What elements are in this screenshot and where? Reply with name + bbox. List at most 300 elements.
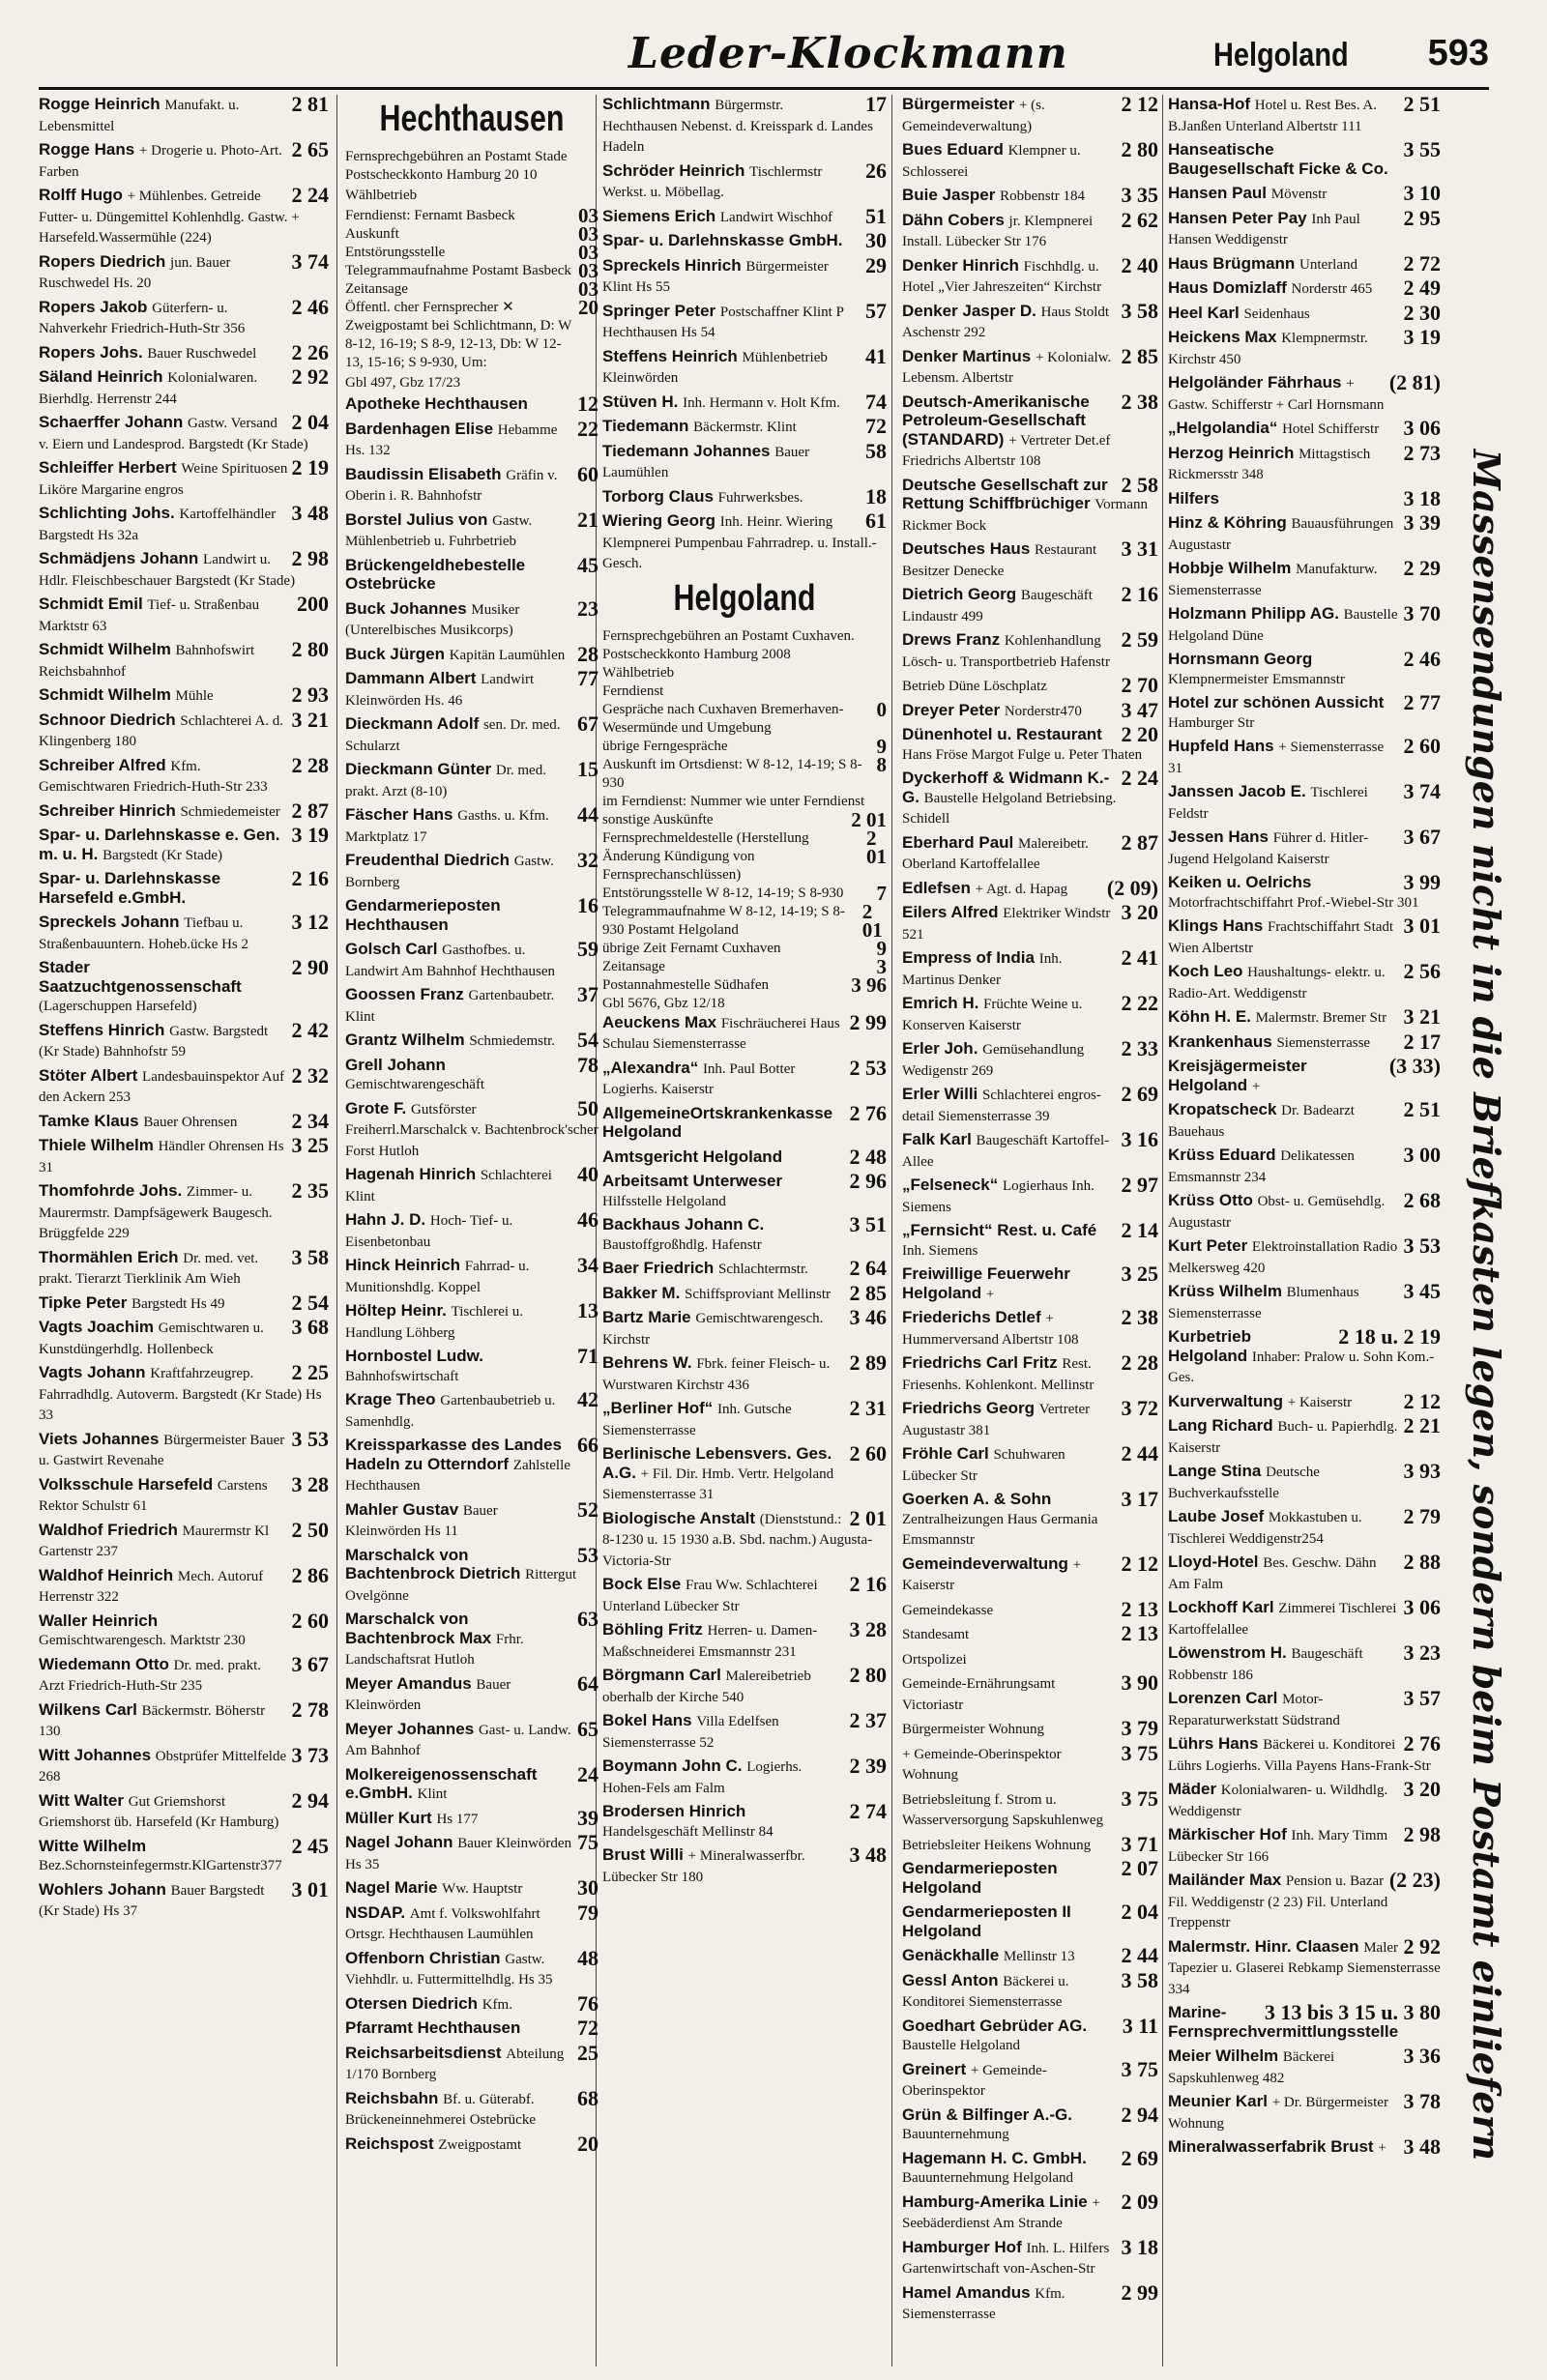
entry-details: sen. Dr. med. Schularzt [345, 717, 561, 754]
entry-name: Fäscher Hans [345, 805, 458, 824]
entry-details: Bez.Schornsteinfegermstr.KlGartenstr377 [39, 1858, 282, 1873]
entry-details: Bäckermstr. Klint [693, 420, 797, 435]
phone-number: 21 [577, 507, 598, 532]
phone-number: 2 22 [1121, 991, 1158, 1015]
directory-entry [39, 1697, 329, 1742]
entry-details: Bauer Ohrensen [143, 1114, 238, 1130]
directory-entry [902, 1396, 1158, 1440]
phone-number: 3 10 [1403, 181, 1441, 205]
directory-entry [902, 900, 1158, 944]
intro-line: im Ferndienst: Nummer wie unter Ferndienst [602, 793, 865, 809]
directory-entry [902, 472, 1158, 537]
entry-name: Keiken u. Oelrichs [1168, 873, 1312, 891]
directory-entry [345, 1253, 598, 1297]
phone-number: 3 70 [1403, 601, 1441, 625]
phone-number: 2 94 [1121, 2102, 1158, 2127]
intro-line: übrige Ferngespräche 9 [602, 734, 887, 758]
entry-name: Hanseatische Baugesellschaft Ficke & Co. [1168, 140, 1388, 178]
phone-number: 2 80 [291, 637, 329, 661]
entry-details: Gemischtwarengesch. Kirchstr [602, 1311, 824, 1348]
phone-number: 32 [577, 848, 598, 872]
entry-name: Hamburger Hof [902, 2237, 1027, 2256]
phone-number: 2 93 [291, 682, 329, 707]
entry-details: Elektroinstallation Radio Melkersweg 420 [1168, 1239, 1398, 1276]
entry-details: Bauer Ruschwedel [147, 345, 257, 362]
column-5 [1168, 95, 1441, 2366]
entry-details: Landesbauinspektor Auf den Ackern 253 [39, 1068, 285, 1105]
service-label: Ferndienst: Fernamt Basbeck [345, 208, 515, 223]
phone-number: 3 25 [291, 1133, 329, 1157]
entry-details: Fischhdlg. u. Hotel „Vier Jahreszeiten“ Kirchstr [902, 258, 1102, 295]
directory-entry [902, 673, 1158, 697]
entry-details: Tischlerei Feldstr [1168, 785, 1368, 822]
entry-name: Baer Friedrich [602, 1259, 718, 1277]
directory-entry [1168, 1097, 1441, 1142]
public-phone-info: Öffentl. cher Fernsprecher ✕ Zweigpostamt bei Schlichtmann, D: W 8-12, 16-19; S 8-9, 12-13, Db: W 12-13, 15-16; S 9-930, Um: 20 [345, 296, 598, 370]
directory-entry [39, 546, 329, 591]
directory-entry [39, 1062, 329, 1108]
entry-details: Mokkastuben u. Tischlerei Weddigenstr254 [1168, 1510, 1362, 1547]
directory-entry [902, 1175, 1158, 1217]
directory-entry [1168, 1640, 1441, 1685]
entry-name: Gemeindeverwaltung [902, 1553, 1073, 1573]
entry-details: Mühle [175, 688, 214, 704]
directory-entry [1168, 2089, 1441, 2133]
entry-name: Schnoor Diedrich [39, 710, 181, 729]
directory-entry [1168, 1236, 1441, 1278]
entry-details: Mittagstisch Rickmersstr 348 [1168, 446, 1371, 482]
directory-entry [902, 1350, 1158, 1395]
phone-number: 2 70 [1121, 673, 1158, 697]
directory-entry [39, 410, 329, 454]
entry-details: Norderstr470 [1004, 703, 1082, 719]
entry-name: „Felseneck“ [902, 1175, 1003, 1194]
entry-details: Zentralheizungen Haus Germania Emsmannstr [902, 1511, 1098, 1548]
entry-name: Grantz Wilhelm [345, 1030, 470, 1049]
entry-details: Abteilung 1/170 Bornberg [345, 2046, 565, 2082]
phone-number: 2 37 [849, 1708, 887, 1732]
directory-entry [902, 1670, 1158, 1715]
directory-entry [902, 1305, 1158, 1350]
entry-name: Tipke Peter [39, 1292, 132, 1312]
phone-number: 71 [577, 1344, 598, 1368]
directory-entry [345, 1900, 598, 1945]
entry-details: + Kaiserstr [1287, 1394, 1353, 1410]
entry-name: Löwenstrom H. [1168, 1643, 1292, 1662]
entry-name: Pfarramt Hechthausen [345, 2018, 521, 2037]
entry-details: Deutsche Buchverkaufsstelle [1168, 1465, 1320, 1501]
entry-details: Dr. Badearzt Bauehaus [1168, 1103, 1355, 1140]
phone-number: 24 [577, 1761, 598, 1786]
directory-entry [602, 1708, 887, 1753]
phone-number: 2 51 [1403, 1097, 1441, 1121]
directory-entry [39, 1471, 329, 1517]
directory-entry [345, 802, 598, 847]
entry-details: Schlachtermstr. [718, 1262, 808, 1277]
entry-details: Maler Tapezier u. Glaserei Rebkamp Siemensterrasse 334 [1168, 1939, 1441, 1997]
entry-details: + Drogerie u. Photo-Art. Farben [39, 143, 282, 180]
entry-details: Bauer Kleinwörden Hs 35 [345, 1836, 572, 1872]
phone-number: 3 19 [291, 823, 329, 847]
phone-number: 3 20 [1121, 900, 1158, 924]
entry-name: Marine-Fernsprechvermittlungsstelle [1168, 2003, 1399, 2041]
entry-name: Märkischer Hof [1168, 1825, 1292, 1843]
entry-name: Spar- u. Darlehnskasse GmbH. [602, 231, 843, 249]
entry-details: Fbrk. feiner Fleisch- u. Wurstwaren Kirchstr 436 [602, 1356, 831, 1393]
directory-entry [345, 1761, 598, 1805]
entry-details: Gräfin v. Oberin i. R. Bahnhofstr [345, 467, 558, 504]
directory-entry [902, 697, 1158, 722]
entry-details: Robbenstr 184 [1000, 189, 1086, 204]
directory-entry [345, 1344, 598, 1386]
phone-number: 46 [577, 1207, 598, 1232]
entry-details: Obstprüfer Mittelfelde 268 [39, 1748, 287, 1785]
entry-details: Inh. L. Hilfers Gartenwirtschaft von-Aschen-Str [902, 2240, 1110, 2277]
directory-entry [1168, 205, 1441, 250]
directory-entry [602, 1756, 887, 1798]
entry-name: Krankenhaus [1168, 1031, 1277, 1051]
directory-entry [902, 627, 1158, 672]
directory-entry [602, 95, 887, 158]
entry-details: Weine Spirituosen Liköre Margarine engros [39, 461, 288, 498]
intro-line: Gespräche nach Cuxhaven Bremerhaven-Wesermünde und Umgebung 0 [602, 697, 887, 736]
entry-details: Hs 177 [436, 1811, 479, 1827]
entry-name: AllgemeineOrtskrankenkasse Helgoland [602, 1103, 833, 1141]
entry-details: + [1378, 2140, 1386, 2156]
entry-details: Schmiedemstr. [469, 1033, 556, 1049]
entry-details: Malermstr. Bremer Str [1255, 1010, 1387, 1026]
phone-number: 2 09 [1121, 2189, 1158, 2214]
entry-name: Bock Else [602, 1575, 686, 1593]
directory-entry [39, 592, 329, 636]
entry-details: Baustelle Helgoland Betriebsing. Schidell [902, 790, 1117, 827]
entry-details: Klempner u. Schlosserei [902, 143, 1081, 180]
directory-entry [1168, 137, 1441, 180]
entry-name: Wiedemann Otto [39, 1654, 174, 1673]
phone-number: 2 34 [291, 1108, 329, 1133]
phone-number: 3 28 [849, 1617, 887, 1641]
directory-entry [345, 1095, 598, 1162]
entry-name: Krüss Otto [1168, 1191, 1258, 1209]
phone-number: 2 92 [1403, 1933, 1441, 1959]
entry-name: Brodersen Hinrich [602, 1802, 746, 1820]
directory-entry [902, 1621, 1158, 1645]
entry-details: Klint [417, 1786, 448, 1802]
phone-number: 2 88 [1403, 1550, 1441, 1574]
entry-details: Blumenhaus Siemensterrasse [1168, 1285, 1359, 1321]
directory-entry [39, 294, 329, 339]
directory-entry [345, 1990, 598, 2016]
entry-details: Seidenhaus [1243, 305, 1310, 322]
phone-number: 2 38 [1121, 1305, 1158, 1329]
phone-number: 3 79 [1121, 1716, 1158, 1740]
entry-details: + Kaiserstr [902, 1556, 1082, 1593]
entry-name: Kropatscheck [1168, 1100, 1282, 1118]
entry-name: Volksschule Harsefeld [39, 1474, 218, 1494]
entry-details: Bauunternehmung [902, 2127, 1009, 2142]
entry-name: Goerken A. & Sohn [902, 1490, 1052, 1508]
entry-name: Berlinische Lebensvers. Ges. A.G. [602, 1444, 832, 1482]
entry-name: Helgoländer Fährhaus [1168, 373, 1347, 392]
entry-name: Witt Johannes [39, 1745, 156, 1764]
phone-number: 2 87 [291, 798, 329, 823]
entry-name: Marschalck von Bachtenbrock Dietrich [345, 1545, 526, 1582]
entry-name: Hansa-Hof [1168, 95, 1255, 113]
entry-details: Haushaltungs- elektr. u. Radio-Art. Weddigenstr [1168, 965, 1386, 1001]
entry-name: Backhaus Johann C. [602, 1215, 765, 1234]
phone-number: 2 62 [1121, 207, 1158, 232]
entry-name: Waldhof Friedrich [39, 1520, 183, 1539]
entry-details: Motor-Reparaturwerkstatt Südstrand [1168, 1692, 1340, 1728]
directory-entry [39, 1742, 329, 1787]
directory-entry [902, 2145, 1158, 2189]
phone-number: 3 20 [1403, 1777, 1441, 1801]
phone-number: 2 99 [1121, 2279, 1158, 2305]
phone-number: 2 12 [1121, 1551, 1158, 1576]
entry-name: Witt Walter [39, 1790, 129, 1810]
phone-number: 2 94 [291, 1787, 329, 1813]
phone-number: 2 46 [291, 294, 329, 319]
phone-number: (2 23) [1388, 1868, 1441, 1892]
intro-line: Auskunft im Ortsdienst: W 8-12, 14-19; S 8-930 8 [602, 752, 887, 791]
entry-details: jun. Bauer Ruschwedel Hs. 20 [39, 254, 231, 291]
directory-entry [1168, 1004, 1441, 1029]
entry-details: Zimmerei Tischlerei Kartoffelallee [1168, 1601, 1397, 1638]
entry-name: Thomfohrde Johs. [39, 1181, 187, 1200]
phone-number: 15 [577, 757, 598, 781]
directory-entry [602, 228, 887, 252]
directory-entry [39, 707, 329, 752]
entry-name: Bardenhagen Elise [345, 419, 498, 438]
phone-number: 2 24 [291, 183, 329, 207]
directory-entry [345, 848, 598, 892]
phone-number: 26 [865, 158, 887, 183]
phone-number: 68 [577, 2085, 598, 2110]
entry-name: Waller Heinrich [39, 1611, 159, 1630]
intro-line: Ferndienst [602, 682, 664, 699]
entry-details: Schuhwaren Lübecker Str [902, 1447, 1065, 1484]
phone-number: 2 38 [1121, 389, 1158, 414]
phone-number: 2 44 [1121, 1943, 1158, 1967]
phone-number: 2 78 [291, 1697, 329, 1722]
entries-list [602, 1009, 887, 1888]
entry-name: Koch Leo [1168, 962, 1248, 980]
entry-name: Hahn J. D. [345, 1210, 430, 1229]
entry-details: + Hummerversand Albertstr 108 [902, 1311, 1079, 1348]
entry-details: Bauer Kleinwörden Hs 11 [345, 1502, 498, 1539]
phone-number: 2 80 [1121, 137, 1158, 161]
directory-entry [39, 1315, 329, 1359]
directory-entry [602, 252, 887, 298]
entry-details: Bargstedt (Kr Stade) [102, 847, 222, 863]
intro-line: Fernsprechmeldestelle (Herstellung Änderung Kündigung von Fernsprechanschlüssen) 2 01 [602, 826, 887, 883]
entry-name: Dünenhotel u. Restaurant [902, 725, 1102, 743]
entry-name: Jessen Hans [1168, 827, 1273, 846]
directory-entry [902, 1127, 1158, 1172]
directory-entry [1168, 1188, 1441, 1233]
directory-entry [39, 1651, 329, 1697]
phone-number: 3 [876, 954, 887, 978]
entry-name: Meyer Amandus [345, 1673, 477, 1693]
entry-name: Krüss Eduard [1168, 1146, 1281, 1164]
entry-name: Herzog Heinrich [1168, 443, 1299, 462]
section-title-helgoland: Helgoland [673, 577, 816, 619]
entry-name: Haus Domizlaff [1168, 278, 1292, 297]
directory-entry [39, 455, 329, 500]
entry-name: Laube Josef [1168, 1507, 1269, 1525]
entry-name: Ropers Johs. [39, 342, 148, 362]
entry-name: Spreckels Johann [39, 913, 185, 931]
entry-details: Gasths. u. Kfm. Marktplatz 17 [345, 808, 549, 845]
entry-details: Delikatessen Emsmannstr 234 [1168, 1148, 1355, 1185]
directory-entry [345, 982, 598, 1027]
entry-name: Wilkens Carl [39, 1699, 142, 1719]
directory-entry [902, 1856, 1158, 1899]
phone-number: 2 76 [849, 1100, 887, 1125]
directory-entry [902, 945, 1158, 990]
entry-name: Mineralwasserfabrik Brust [1168, 2137, 1379, 2156]
entry-details: Schiffsproviant Mellinstr [685, 1286, 832, 1302]
phone-number: 17 [865, 95, 887, 116]
directory-entry [39, 95, 329, 136]
entry-name: Schmidt Wilhelm [39, 640, 176, 658]
directory-entry [902, 1831, 1158, 1856]
entry-details: Tiefbau u. Straßenbauuntern. Hoheb.ücke Hs 2 [39, 915, 249, 952]
entry-details: Zweigpostamt [438, 2136, 522, 2153]
phone-number: 3 06 [1403, 416, 1441, 440]
entry-name: Meier Wilhelm [1168, 2046, 1283, 2065]
directory-entry [1168, 870, 1441, 913]
entry-name: Buck Jürgen [345, 644, 450, 663]
phone-number: 2 24 [1121, 766, 1158, 790]
directory-entry [1168, 1504, 1441, 1549]
directory-entry [602, 1256, 887, 1280]
phone-number: 03 [578, 204, 598, 227]
entry-details: Bargstedt Hs 49 [131, 1295, 225, 1312]
directory-entry [602, 438, 887, 483]
entry-details: Gut Griemshorst Griemshorst üb. Harsefeld (Kr Hamburg) [39, 1793, 279, 1830]
phone-number: 2 16 [1121, 582, 1158, 606]
phone-number: 3 31 [1121, 537, 1158, 561]
entry-name: Gendarmerieposten II Helgoland [902, 1902, 1071, 1940]
directory-entry [902, 1551, 1158, 1596]
entry-name: „Alexandra“ [602, 1058, 703, 1077]
entry-details: Obst- u. Gemüsehdlg. Augustastr [1168, 1194, 1386, 1231]
entry-name: Hagenah Hinrich [345, 1165, 481, 1183]
entry-name: Rogge Heinrich [39, 95, 165, 113]
entry-details: Rittergut Ovelgönne [345, 1567, 577, 1604]
directory-entry [902, 1785, 1158, 1831]
entry-details: (Dienststund.: 8-1230 u. 15 1930 a.B. Sbd. nachm.) Augusta-Victoria-Str [602, 1511, 873, 1569]
entry-name: Krüss Wilhelm [1168, 1282, 1287, 1300]
phone-number: 3 48 [849, 1843, 887, 1867]
phone-number: 2 98 [1403, 1822, 1441, 1846]
entry-name: Dieckmann Günter [345, 760, 496, 778]
phone-number: (2 09) [1106, 875, 1158, 900]
entry-name: Böhling Fritz [602, 1620, 708, 1639]
entry-name: Schröder Heinrich [602, 160, 750, 180]
directory-entry [1168, 1143, 1441, 1187]
entry-details: Musiker (Unterelbisches Musikcorps) [345, 601, 520, 638]
phone-number: 3 58 [1121, 298, 1158, 323]
directory-entry [1168, 1279, 1441, 1323]
directory-entry [1168, 2134, 1441, 2159]
directory-entry [1168, 779, 1441, 824]
phone-number: (2 81) [1388, 370, 1441, 394]
directory-entry [39, 1517, 329, 1562]
phone-number: 3 75 [1121, 1785, 1158, 1811]
entry-name: Schmädjens Johann [39, 549, 204, 567]
entry-details: Ortspolizei [902, 1651, 967, 1668]
phone-number: 29 [865, 252, 887, 277]
entry-name: Meunier Karl [1168, 2092, 1272, 2110]
phone-number: 77 [577, 666, 598, 690]
phone-number: 39 [577, 1805, 598, 1830]
directory-entry [345, 1387, 598, 1432]
directory-entry [345, 1945, 598, 1990]
phone-number: 52 [577, 1496, 598, 1522]
directory-entry [902, 766, 1158, 829]
phone-number: 3 74 [1403, 779, 1441, 803]
entry-name: Falk Karl [902, 1130, 977, 1148]
entry-name: Torborg Claus [602, 486, 718, 506]
phone-number: 3 16 [1121, 1127, 1158, 1151]
entry-name: Kreissparkasse des Landes Hadeln zu Otterndorf [345, 1436, 562, 1473]
directory-entry [902, 95, 1158, 136]
entry-name: Borstel Julius von [345, 509, 493, 529]
phone-number: 2 01 [851, 807, 887, 831]
entry-name: Heickens Max [1168, 328, 1282, 346]
directory-entry [345, 1433, 598, 1496]
entry-name: Molkereigenossenschaft e.GmbH. [345, 1764, 538, 1802]
service-row [345, 277, 598, 301]
entry-details: Bäckerei u. Konditorei Siemensterrasse [902, 1973, 1069, 2010]
directory-entry [902, 1441, 1158, 1486]
directory-entry [602, 389, 887, 414]
directory-entry [345, 461, 598, 507]
directory-entry [602, 1396, 887, 1440]
column-4 [902, 95, 1158, 2366]
phone-number: 2 01 [866, 826, 887, 868]
phone-number: 2 56 [1403, 959, 1441, 983]
phone-number: 3 28 [291, 1471, 329, 1496]
entry-details: Gasthofbes. u. Landwirt Am Bahnhof Hechthausen [345, 943, 556, 979]
entry-details: Baustoffgroßhdlg. Hafenstr [602, 1236, 762, 1253]
directory-entry [39, 1108, 329, 1133]
phone-number: 3 48 [1403, 2134, 1441, 2159]
entry-details: Güterfern- u. Nahverkehr Friedrich-Huth-Str 356 [39, 300, 246, 336]
phone-number: 2 17 [1403, 1029, 1441, 1054]
entry-details: Händler Ohrensen Hs 31 [39, 1139, 284, 1175]
directory-entry [1168, 1868, 1441, 1933]
phone-number: 2 79 [1403, 1504, 1441, 1528]
phone-number: 2 59 [1121, 627, 1158, 652]
entry-details: Betriebsleitung f. Strom u. Wasserversorgung Sapskuhlenweg [902, 1791, 1104, 1828]
entry-details: + Mineralwasserfbr. Lübecker Str 180 [602, 1848, 805, 1885]
entry-name: Reichspost [345, 2133, 439, 2153]
entry-name: Greinert [902, 2059, 971, 2078]
phone-number: 2 95 [1403, 205, 1441, 230]
directory-entry [39, 910, 329, 954]
entry-details: jr. Klempnerei Install. Lübecker Str 176 [902, 213, 1094, 249]
gbl-note: Gbl 497, Gbz 17/23 [345, 375, 461, 391]
column-divider [891, 95, 892, 2366]
phone-number: 3 72 [1121, 1396, 1158, 1420]
phone-number: 61 [865, 508, 887, 533]
phone-number: 3 39 [1403, 510, 1441, 535]
entry-details: Inh. Mary Timm Lübecker Str 166 [1168, 1828, 1388, 1865]
entry-name: Behrens W. [602, 1353, 697, 1372]
